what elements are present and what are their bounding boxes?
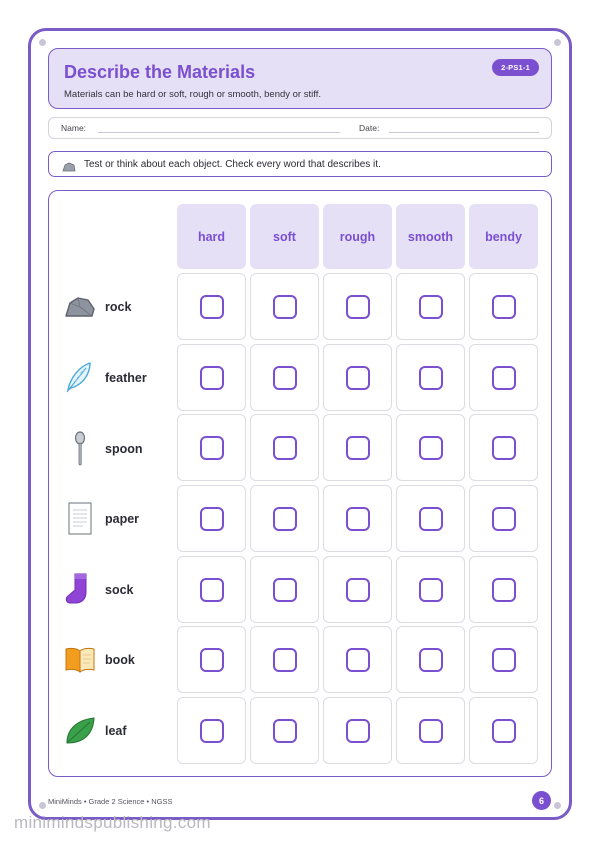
name-label: Name:	[61, 123, 87, 133]
date-label: Date:	[359, 123, 380, 133]
checkbox-book-smooth[interactable]	[419, 648, 443, 672]
rock-icon	[62, 159, 76, 177]
column-header-hard: hard	[177, 204, 246, 269]
cell-spoon-smooth	[396, 414, 465, 481]
watermark: minimindspublishing.com	[14, 813, 211, 832]
cell-paper-smooth	[396, 485, 465, 552]
cell-leaf-bendy	[469, 697, 538, 764]
checkbox-leaf-hard[interactable]	[200, 719, 224, 743]
instructions-box	[48, 151, 552, 177]
paper-icon	[64, 502, 96, 541]
checkbox-rock-bendy[interactable]	[492, 295, 516, 319]
row-label-leaf: leaf	[105, 724, 127, 738]
cell-rock-bendy	[469, 273, 538, 340]
cell-book-rough	[323, 626, 392, 693]
instructions-text: Test or think about each object. Check every word that describes it.	[84, 158, 381, 170]
checkbox-spoon-soft[interactable]	[273, 436, 297, 460]
checkbox-sock-rough[interactable]	[346, 578, 370, 602]
date-field[interactable]	[389, 132, 539, 133]
checkbox-sock-hard[interactable]	[200, 578, 224, 602]
checkbox-rock-soft[interactable]	[273, 295, 297, 319]
row-label-spoon: spoon	[105, 442, 143, 456]
column-header-smooth: smooth	[396, 204, 465, 269]
row-label-rock: rock	[105, 300, 132, 314]
checkbox-sock-smooth[interactable]	[419, 578, 443, 602]
cell-feather-rough	[323, 344, 392, 411]
feather-icon	[64, 361, 94, 398]
cell-sock-hard	[177, 556, 246, 623]
corner-dot	[39, 39, 46, 46]
book-icon	[64, 646, 96, 679]
spoon-icon	[64, 431, 96, 472]
checkbox-paper-bendy[interactable]	[492, 507, 516, 531]
cell-spoon-rough	[323, 414, 392, 481]
cell-leaf-smooth	[396, 697, 465, 764]
name-date-bar	[48, 117, 552, 139]
cell-leaf-soft	[250, 697, 319, 764]
column-header-soft: soft	[250, 204, 319, 269]
cell-rock-smooth	[396, 273, 465, 340]
checkbox-rock-hard[interactable]	[200, 295, 224, 319]
cell-leaf-hard	[177, 697, 246, 764]
cell-spoon-bendy	[469, 414, 538, 481]
corner-dot	[554, 802, 561, 809]
leaf-icon	[64, 716, 96, 751]
rock-icon	[64, 295, 96, 324]
cell-rock-rough	[323, 273, 392, 340]
checkbox-book-bendy[interactable]	[492, 648, 516, 672]
title-banner	[48, 48, 552, 109]
cell-rock-soft	[250, 273, 319, 340]
cell-sock-smooth	[396, 556, 465, 623]
checkbox-feather-hard[interactable]	[200, 366, 224, 390]
row-label-feather: feather	[105, 371, 147, 385]
checkbox-sock-soft[interactable]	[273, 578, 297, 602]
cell-book-hard	[177, 626, 246, 693]
checkbox-feather-smooth[interactable]	[419, 366, 443, 390]
cell-spoon-soft	[250, 414, 319, 481]
cell-sock-rough	[323, 556, 392, 623]
cell-feather-hard	[177, 344, 246, 411]
page-title: Describe the Materials	[64, 62, 256, 82]
checkbox-feather-rough[interactable]	[346, 366, 370, 390]
corner-dot	[554, 39, 561, 46]
column-header-rough: rough	[323, 204, 392, 269]
row-label-paper: paper	[105, 512, 140, 526]
checkbox-feather-bendy[interactable]	[492, 366, 516, 390]
checkbox-paper-rough[interactable]	[346, 507, 370, 531]
page-subtitle: Materials can be hard or soft, rough or smooth, bendy or stiff.	[64, 89, 321, 100]
cell-feather-soft	[250, 344, 319, 411]
cell-paper-rough	[323, 485, 392, 552]
cell-paper-bendy	[469, 485, 538, 552]
column-header-bendy: bendy	[469, 204, 538, 269]
checkbox-book-soft[interactable]	[273, 648, 297, 672]
standard-badge: 2-PS1-1	[492, 59, 539, 76]
checkbox-spoon-bendy[interactable]	[492, 436, 516, 460]
cell-paper-hard	[177, 485, 246, 552]
corner-dot	[39, 802, 46, 809]
checkbox-book-hard[interactable]	[200, 648, 224, 672]
checkbox-leaf-soft[interactable]	[273, 719, 297, 743]
checkbox-leaf-rough[interactable]	[346, 719, 370, 743]
cell-book-smooth	[396, 626, 465, 693]
checkbox-spoon-rough[interactable]	[346, 436, 370, 460]
checkbox-rock-rough[interactable]	[346, 295, 370, 319]
cell-sock-soft	[250, 556, 319, 623]
checkbox-spoon-hard[interactable]	[200, 436, 224, 460]
name-field[interactable]	[98, 132, 340, 133]
sock-icon	[64, 572, 96, 611]
checkbox-leaf-smooth[interactable]	[419, 719, 443, 743]
checkbox-rock-smooth[interactable]	[419, 295, 443, 319]
cell-feather-bendy	[469, 344, 538, 411]
checkbox-leaf-bendy[interactable]	[492, 719, 516, 743]
cell-rock-hard	[177, 273, 246, 340]
checkbox-book-rough[interactable]	[346, 648, 370, 672]
cell-spoon-hard	[177, 414, 246, 481]
row-label-book: book	[105, 653, 135, 667]
checkbox-feather-soft[interactable]	[273, 366, 297, 390]
footer-credit: MiniMinds • Grade 2 Science • NGSS	[48, 797, 173, 806]
cell-sock-bendy	[469, 556, 538, 623]
row-label-sock: sock	[105, 583, 134, 597]
cell-feather-smooth	[396, 344, 465, 411]
checkbox-sock-bendy[interactable]	[492, 578, 516, 602]
checkbox-paper-smooth[interactable]	[419, 507, 443, 531]
cell-book-soft	[250, 626, 319, 693]
cell-paper-soft	[250, 485, 319, 552]
checkbox-paper-hard[interactable]	[200, 507, 224, 531]
cell-book-bendy	[469, 626, 538, 693]
cell-leaf-rough	[323, 697, 392, 764]
checkbox-paper-soft[interactable]	[273, 507, 297, 531]
page-number-badge: 6	[532, 791, 551, 810]
checkbox-spoon-smooth[interactable]	[419, 436, 443, 460]
